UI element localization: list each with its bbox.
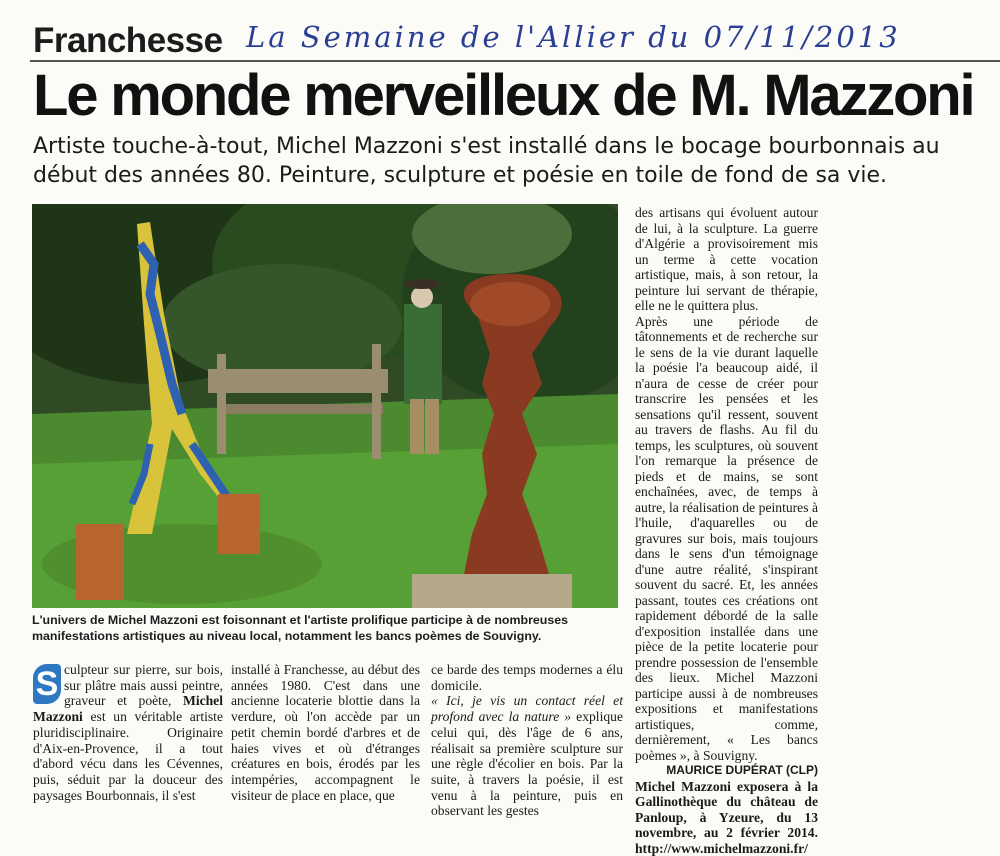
photo-caption: L'univers de Michel Mazzoni est foisonnant et l'artiste prolifique participe à de nombreuses manifestations artistiques au niveau local, notamment les bancs poèmes de Souvigny. xyxy=(32,612,624,644)
article-photo xyxy=(32,204,618,608)
artist-quote: « Ici, je vis un contact réel et profond avec la nature » xyxy=(431,693,623,724)
garden-sculptures-illustration xyxy=(32,204,618,608)
article-column-4 xyxy=(635,205,818,856)
author-signature: MAURICE DUPÉRAT (CLP) xyxy=(635,763,818,779)
section-rubric: Franchesse xyxy=(33,22,223,60)
headline: Le monde merveilleux de M. Mazzoni xyxy=(33,60,973,132)
exhibition-notice: Michel Mazzoni exposera à la Gallinothèque du château de Panloup, à Yzeure, du 13 novembre, au 2 février 2014. http://www.michelmazzoni.fr/ xyxy=(635,779,818,856)
col3-text-b: explique celui qui, dès l'âge de 6 ans, réalisait sa première sculpture sur une règle d'écolier en bois. Par la suite, à travers la poésie, il est venu à la peinture, puis en observant les gestes xyxy=(431,709,623,818)
col2-text: installé à Franchesse, au début des années 1980. C'est dans une ancienne locaterie blottie dans la verdure, où l'on accède par un petit chemin bordé d'arbres et de haies vives et où d'étranges créatures en bois, érodés par les intempéries, accompagnent le visiteur de place en place, que xyxy=(231,662,420,803)
article-column-1 xyxy=(33,662,223,803)
dropcap: S xyxy=(33,664,61,704)
artist-name: Michel Mazzoni xyxy=(33,693,223,724)
col1-text-a: culpteur sur pierre, sur bois, sur plâtre mais aussi peintre, graveur et poète, xyxy=(64,662,223,708)
article-column-2 xyxy=(231,662,420,803)
col1-text-b: est un véritable artiste pluridisciplinaire. Originaire d'Aix-en-Provence, il a tout d'abord vécu dans les Cévennes, puis, séduit par la douceur des paysages Bourbonnais, il s'est xyxy=(33,709,223,803)
col3-text-a: ce barde des temps modernes a élu domicile. xyxy=(431,662,623,693)
col4-para-1: des artisans qui évoluent autour de lui, à la sculpture. La guerre d'Algérie a provisoirement mis un terme à cette vocation artistique, mais, à son retour, la peinture lui servant de thérapie, elle ne le quittera plus. xyxy=(635,205,818,314)
col4-para-2: Après une période de tâtonnements et de recherche sur le sens de la vie durant laquelle la poésie l'a beaucoup aidé, il n'aura de cesse de créer pour transcrire les pensées et les sensations qu'il ressent, souvent au travers de flashs. Au fil du temps, les sculptures, où souvent l'on remarque la présence de pieds et de mains, se sont enchaînées, avec, de temps à autre, la réalisation de peintures à l'huile, d'aquarelles ou de gravures sur bois, mais toujours dans le sens d'un témoignage d'une autre réalité, s'inspirant souvent du sacré. Et, les années passant, toutes ces créations ont rapidement débordé de la salle d'exposition installée dans une pièce de la petite locaterie pour prendre possession de l'ensemble des lieux. Michel Mazzoni participe aussi à de nombreuses expositions et manifestations artistiques, comme, dernièrement, « Les bancs poèmes », à Souvigny. xyxy=(635,314,818,764)
handwritten-date-note: La Semaine de l'Allier du 07/11/2013 xyxy=(246,18,901,56)
article-column-3 xyxy=(431,662,623,819)
lede: Artiste touche-à-tout, Michel Mazzoni s'est installé dans le bocage bourbonnais au début des années 80. Peinture, sculpture et poésie en toile de fond de sa vie. xyxy=(33,132,993,190)
